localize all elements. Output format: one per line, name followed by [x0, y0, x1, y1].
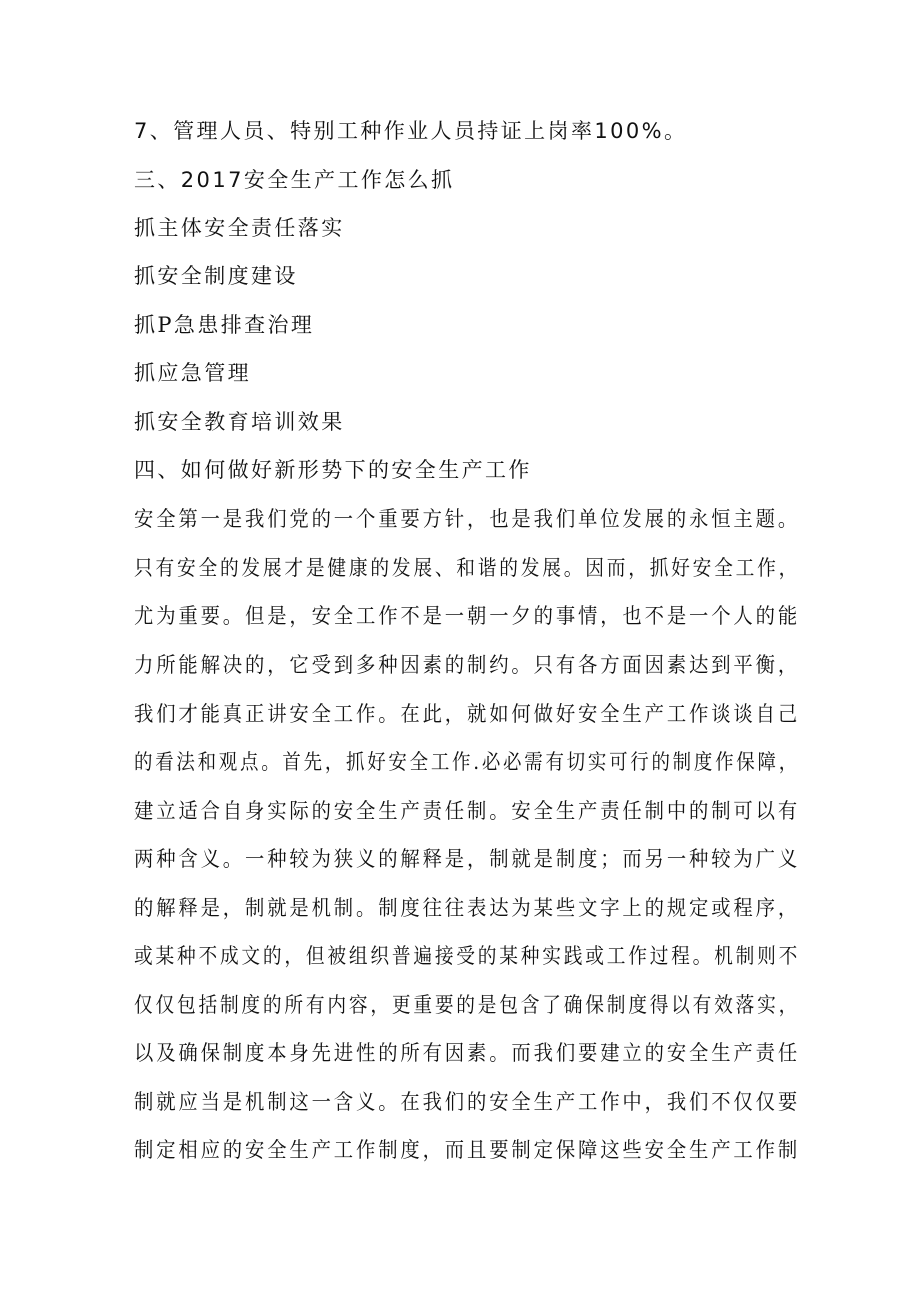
list-item: 抓主体安全责任落实 — [134, 216, 345, 240]
paragraph-line: 的看法和观点。首先，抓好安全工作.必必需有切实可行的制度作保障， — [134, 750, 800, 774]
section-heading-4: 四、如何做好新形势下的安全生产工作 — [134, 458, 532, 482]
paragraph-line: 建立适合自身实际的安全生产责任制。安全生产责任制中的制可以有 — [134, 799, 801, 823]
paragraph-line: 我们才能真正讲安全工作。在此，就如何做好安全生产工作谈谈自己 — [134, 702, 801, 726]
section-heading-3: 三、2017安全生产工作怎么抓 — [134, 168, 455, 192]
list-item-7: 7、管理人员、特别工种作业人员持证上岗率100%。 — [134, 119, 688, 143]
paragraph-line: 安全第一是我们党的一个重要方针，也是我们单位发展的永恒主题。 — [134, 507, 801, 531]
paragraph-line: 制就应当是机制这一含义。在我们的安全生产工作中，我们不仅仅要 — [134, 1090, 801, 1114]
paragraph-line: 只有安全的发展才是健康的发展、和谐的发展。因而，抓好安全工作， — [134, 556, 801, 580]
list-item: 抓应急管理 — [134, 361, 251, 385]
list-item: 抓安全教育培训效果 — [134, 410, 345, 434]
paragraph-line: 力所能解决的，它受到多种因素的制约。只有各方面因素达到平衡， — [134, 653, 801, 677]
paragraph-line: 两种含义。一种较为狭义的解释是，制就是制度；而另一种较为广义 — [134, 847, 801, 871]
paragraph-line: 仅仅包括制度的所有内容，更重要的是包含了确保制度得以有效落实， — [134, 993, 801, 1017]
paragraph-line: 以及确保制度本身先进性的所有因素。而我们要建立的安全生产责任 — [134, 1041, 801, 1065]
paragraph-line: 的解释是，制就是机制。制度往往表达为某些文字上的规定或程序， — [134, 896, 801, 920]
paragraph-line: 尤为重要。但是，安全工作不是一朝一夕的事情，也不是一个人的能 — [134, 604, 801, 628]
list-item: 抓P急患排查治理 — [134, 313, 315, 337]
paragraph-line: 或某种不成文的，但被组织普遍接受的某种实践或工作过程。机制则不 — [134, 944, 801, 968]
list-item: 抓安全制度建设 — [134, 264, 298, 288]
paragraph-line: 制定相应的安全生产工作制度，而且要制定保障这些安全生产工作制 — [134, 1138, 801, 1162]
